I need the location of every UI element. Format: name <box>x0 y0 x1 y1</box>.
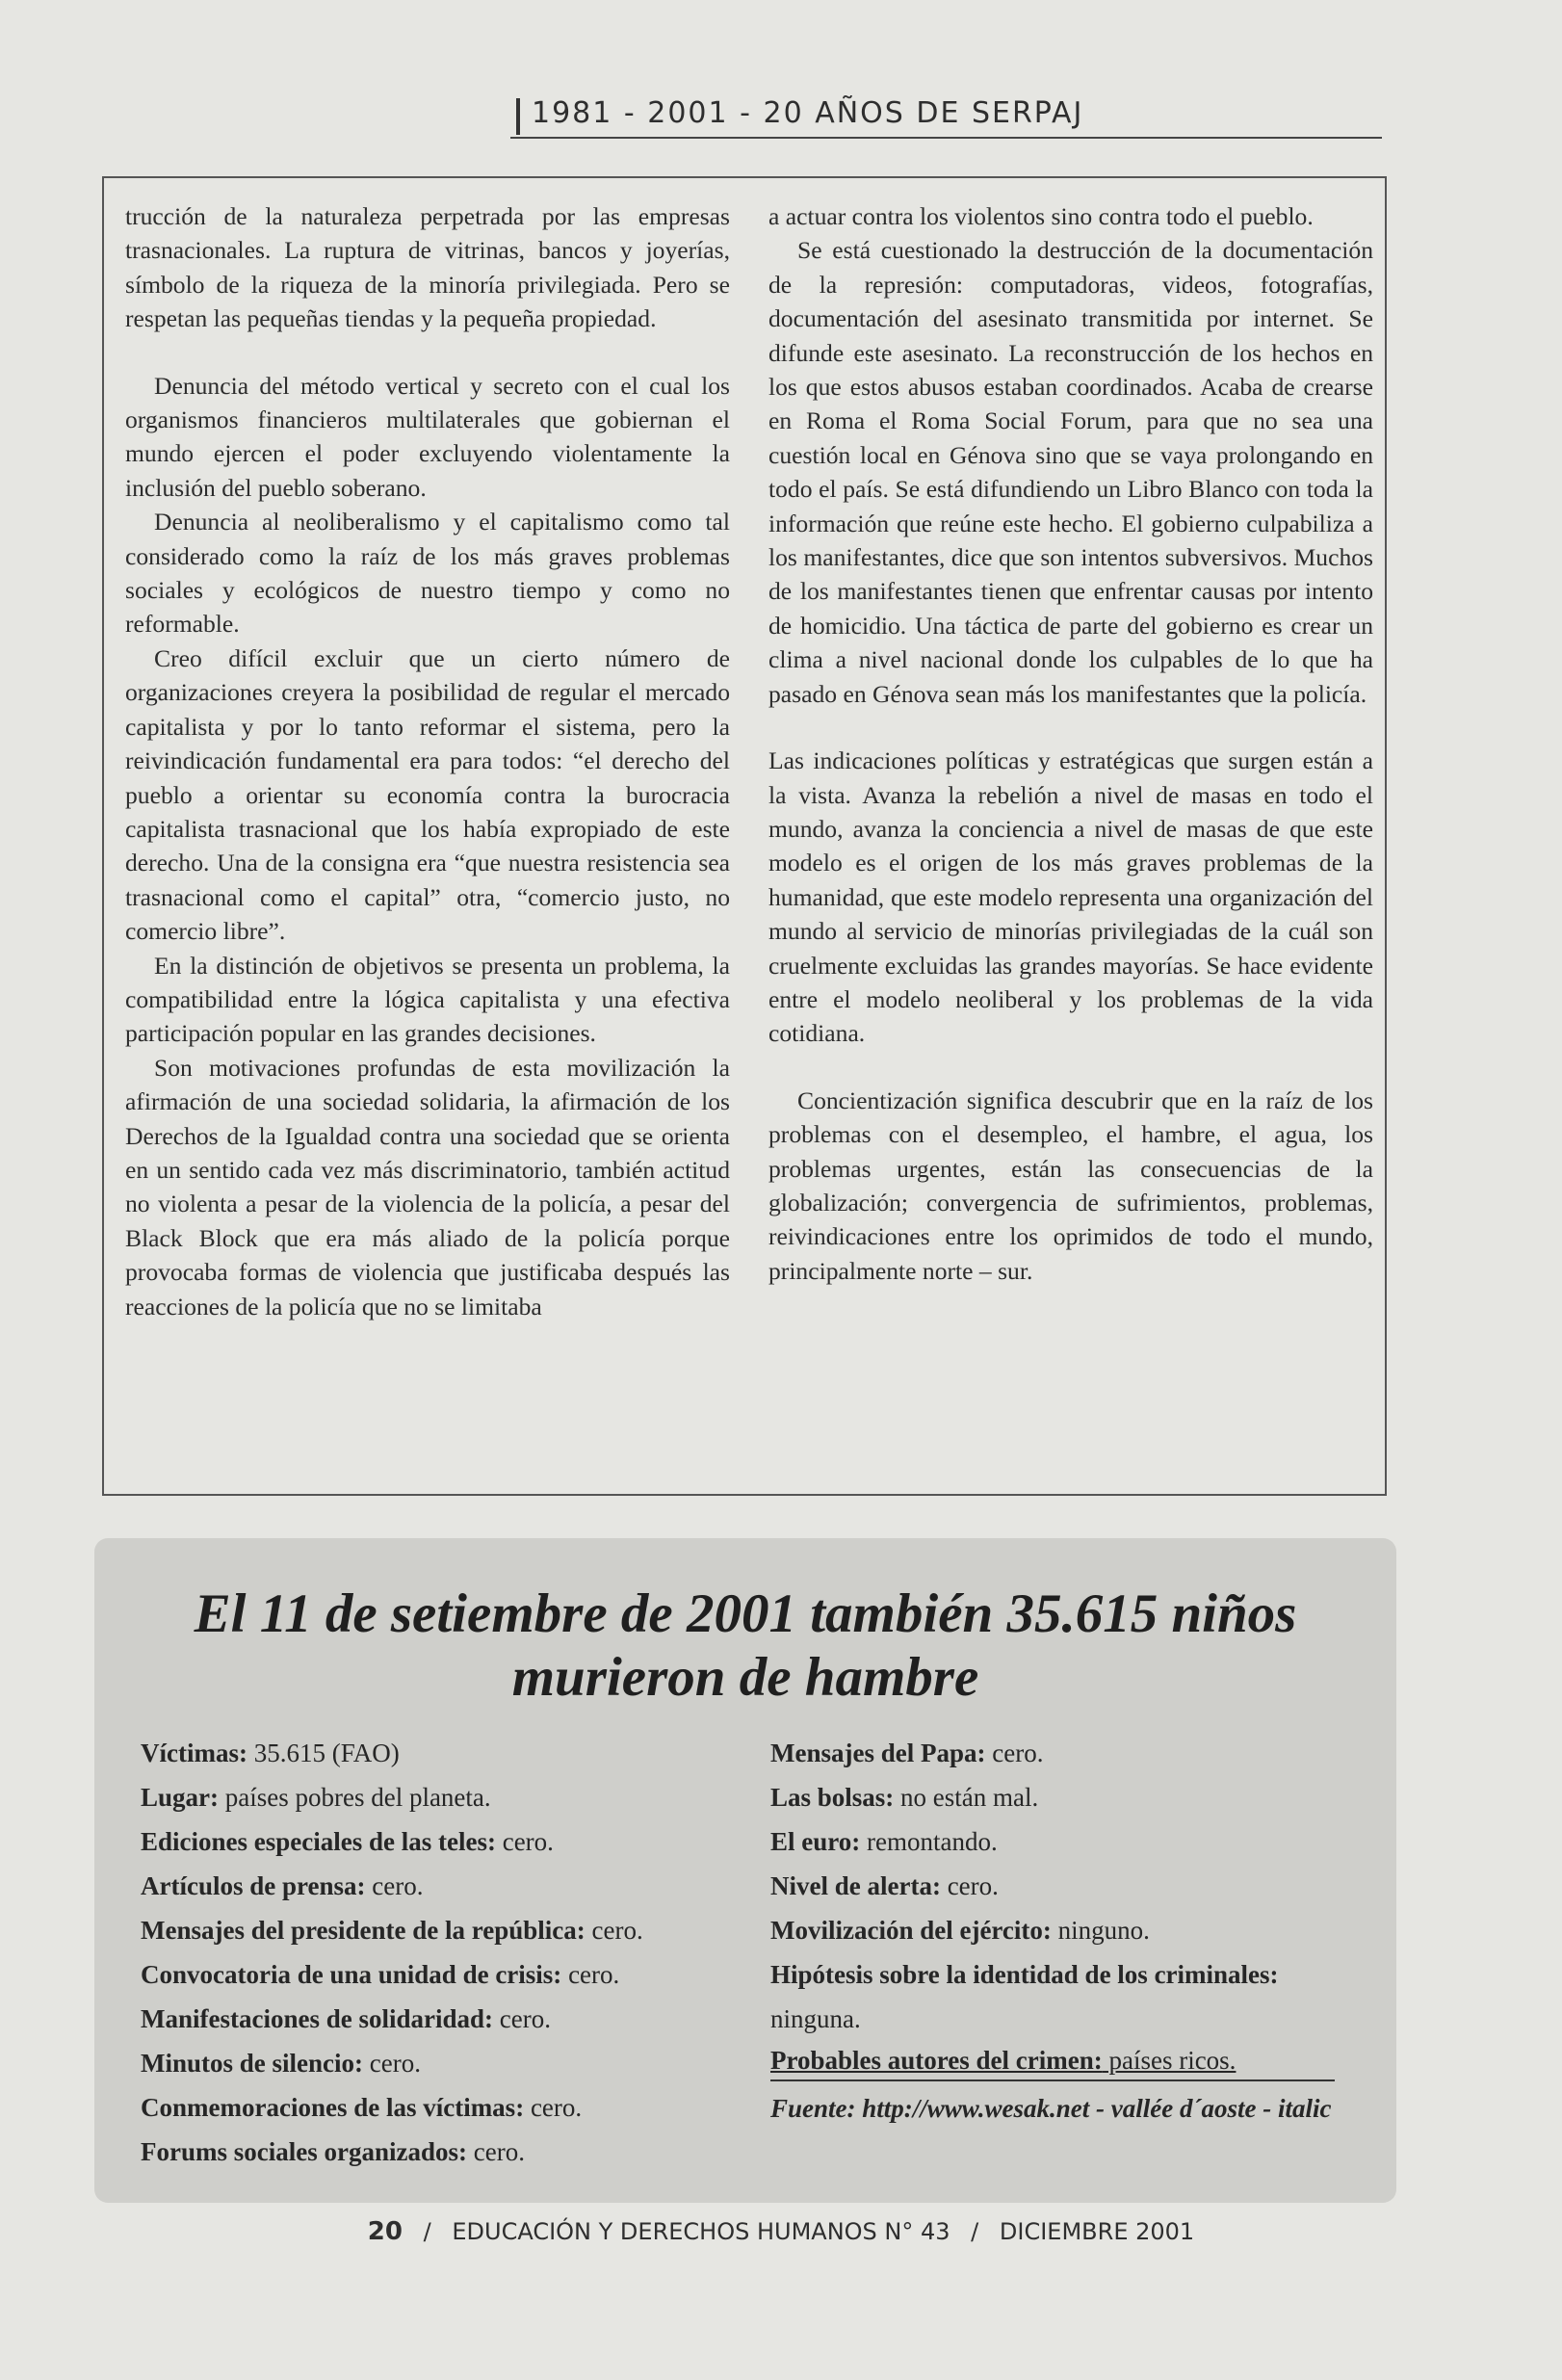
infobox-left-list <box>141 1731 757 2174</box>
info-label: Convocatoria de una unidad de crisis: <box>141 1960 562 1989</box>
info-label: El euro: <box>770 1827 861 1856</box>
info-item <box>141 1908 757 1952</box>
info-value: no están mal. <box>894 1783 1039 1812</box>
info-value: países pobres del planeta. <box>219 1783 491 1812</box>
info-value: países ricos. <box>1102 2046 1237 2075</box>
info-item <box>141 2085 757 2130</box>
page-footer <box>0 2217 1562 2246</box>
paragraph: Denuncia al neoliberalismo y el capitalismo como tal considerado como la raíz de los más graves problemas sociales y ecológicos de nuestro tiempo y como no reformable. <box>125 508 730 639</box>
publication-name: EDUCACIÓN Y DERECHOS HUMANOS N° 43 <box>452 2218 950 2245</box>
article-left-column <box>125 199 730 1323</box>
info-label: Movilización del ejército: <box>770 1916 1052 1945</box>
info-label: Conmemoraciones de las víctimas: <box>141 2093 525 2122</box>
info-value: ninguno. <box>1051 1916 1150 1945</box>
info-item <box>770 1731 1358 1775</box>
info-item <box>141 1775 757 1819</box>
info-label: Mensajes del Papa: <box>770 1739 986 1767</box>
footer-separator: / <box>423 2218 431 2245</box>
info-item <box>770 1908 1358 1952</box>
info-label: Probables autores del crimen: <box>770 2046 1103 2075</box>
info-item <box>141 1997 757 2041</box>
paragraph: Son motivaciones profundas de esta movilización la afirmación de una sociedad solidaria, la afirmación de los Derechos de la Igualdad contra una sociedad que se orienta en un sentido cada vez más discriminatorio, también actitud no violenta a pesar de la violencia de la policía, a pesar del Black Block que era más aliado de la policía porque provocaba formas de violencia que justificaba después las reacciones de la policía que no se limitaba <box>125 1053 730 1321</box>
info-label: Forums sociales organizados: <box>141 2137 467 2166</box>
info-item <box>141 1864 757 1908</box>
paragraph: Se está cuestionado la destrucción de la documentación de la represión: computadoras, videos, fotografías, documentación del asesinato transmitida por internet. Se difunde este asesinato. La reconstrucción de los hechos en los que estos abusos estaban coordinados. Acaba de crearse en Roma el Roma Social Forum, para que no sea una cuestión local en Génova sino que se vaya prolongando en todo el país. Se está difundiendo un Libro Blanco con toda la información que reúne este hecho. El gobierno culpabiliza a los manifestantes, dice que son intentos subversivos. Muchos de los manifestantes tienen que enfrentar causas por intento de homicidio. Una táctica de parte del gobierno es crear un clima a nivel nacional donde los culpables de lo que ha pasado en Génova sean más los manifestantes que la policía. <box>768 236 1373 708</box>
paragraph: Creo difícil excluir que un cierto número de organizaciones creyera la posibilidad de regular el mercado capitalista y por lo tanto reformar el sistema, pero la reivindicación fundamental era para todos: “el derecho del pueblo a orientar su economía contra la burocracia capitalista trasnacional que los había expropiado de este derecho. Una de la consigna era “que nuestra resistencia sea trasnacional como el capital” otra, “comercio justo, no comercio libre”. <box>125 643 730 946</box>
info-item <box>770 1819 1358 1864</box>
page-number: 20 <box>367 2217 403 2246</box>
info-item <box>141 1952 757 1997</box>
infobox-title <box>94 1582 1396 1710</box>
header-rule-mark <box>516 98 520 135</box>
info-label: Ediciones especiales de las teles: <box>141 1827 496 1856</box>
info-value: cero. <box>365 1871 424 1900</box>
info-label: Manifestaciones de solidaridad: <box>141 2004 494 2033</box>
info-label: Minutos de silencio: <box>141 2049 364 2078</box>
infobox-right-list <box>770 1731 1358 2130</box>
info-value: cero. <box>493 2004 551 2033</box>
running-title: 1981 - 2001 - 20 AÑOS DE SERPAJ <box>532 96 1084 130</box>
info-value: cero. <box>585 1916 643 1945</box>
paragraph: Denuncia del método vertical y secreto con el cual los organismos financieros multilaterales que gobiernan el mundo ejercen el poder excluyendo violentamente la inclusión del pueblo soberano. <box>125 371 730 502</box>
info-label: Las bolsas: <box>770 1783 895 1812</box>
article-right-column <box>768 199 1373 1288</box>
info-label: Mensajes del presidente de la república: <box>141 1916 586 1945</box>
paragraph: trucción de la naturaleza perpetrada por las empresas trasnacionales. La ruptura de vitrinas, bancos y joyerías, símbolo de la riqueza de la minoría privilegiada. Pero se respetan las pequeñas tiendas y la pequeña propiedad. <box>125 202 730 333</box>
running-header <box>510 96 1382 139</box>
info-item <box>141 2130 757 2174</box>
paragraph: a actuar contra los violentos sino contra todo el pueblo. <box>768 202 1314 230</box>
info-value: 35.615 (FAO) <box>247 1739 400 1767</box>
paragraph: En la distinción de objetivos se presenta un problema, la compatibilidad entre la lógica capitalista y una efectiva participación popular en las grandes decisiones. <box>125 951 730 1048</box>
infobox-title-line-2: murieron de hambre <box>511 1647 979 1708</box>
hunger-infobox <box>94 1538 1396 2203</box>
info-item <box>770 1997 1358 2041</box>
paragraph: Las indicaciones políticas y estratégicas que surgen están a la vista. Avanza la rebelión a nivel de masas en todo el mundo, avanza la conciencia a nivel de masas de que este modelo es el origen de los más graves problemas de la humanidad, que este modelo representa una organización del mundo al servicio de minorías privilegiadas de la cuál son cruelmente excluidas las grandes mayorías. Se hace evidente entre el modelo neoliberal y los problemas de la vida cotidiana. <box>768 746 1373 1048</box>
paragraph: Concientización significa descubrir que en la raíz de los problemas con el desempleo, el hambre, el agua, los problemas urgentes, están las consecuencias de la globalización; convergencia de sufrimientos, problemas, reivindicaciones entre los oprimidos de todo el mundo, principalmente norte – sur. <box>768 1085 1373 1285</box>
info-value: cero. <box>363 2049 421 2078</box>
publication-date: DICIEMBRE 2001 <box>999 2218 1195 2245</box>
infobox-title-line-1: El 11 de setiembre de 2001 también 35.615 niños <box>194 1583 1297 1644</box>
info-value: cero. <box>466 2137 525 2166</box>
article-box <box>102 176 1387 1496</box>
info-item <box>141 1819 757 1864</box>
info-value: cero. <box>524 2093 583 2122</box>
info-label: Lugar: <box>141 1783 219 1812</box>
info-item <box>770 1952 1358 1997</box>
info-item <box>141 2041 757 2085</box>
info-label: Hipótesis sobre la identidad de los criminales: <box>770 1960 1279 1989</box>
info-value: remontando. <box>860 1827 998 1856</box>
info-item <box>141 1731 757 1775</box>
info-item <box>770 1864 1358 1908</box>
info-value: ninguna. <box>770 2004 861 2033</box>
info-value: cero. <box>561 1960 620 1989</box>
info-label: Víctimas: <box>141 1739 247 1767</box>
info-label: Artículos de prensa: <box>141 1871 366 1900</box>
infobox-source: Fuente: http://www.wesak.net - vallée d´aoste - italic <box>770 2094 1332 2123</box>
info-value: cero. <box>985 1739 1044 1767</box>
footer-separator: / <box>971 2218 979 2245</box>
info-item <box>770 1775 1358 1819</box>
info-value: cero. <box>940 1871 999 1900</box>
info-item-probable-authors <box>770 2041 1335 2081</box>
info-label: Nivel de alerta: <box>770 1871 941 1900</box>
info-value: cero. <box>495 1827 554 1856</box>
